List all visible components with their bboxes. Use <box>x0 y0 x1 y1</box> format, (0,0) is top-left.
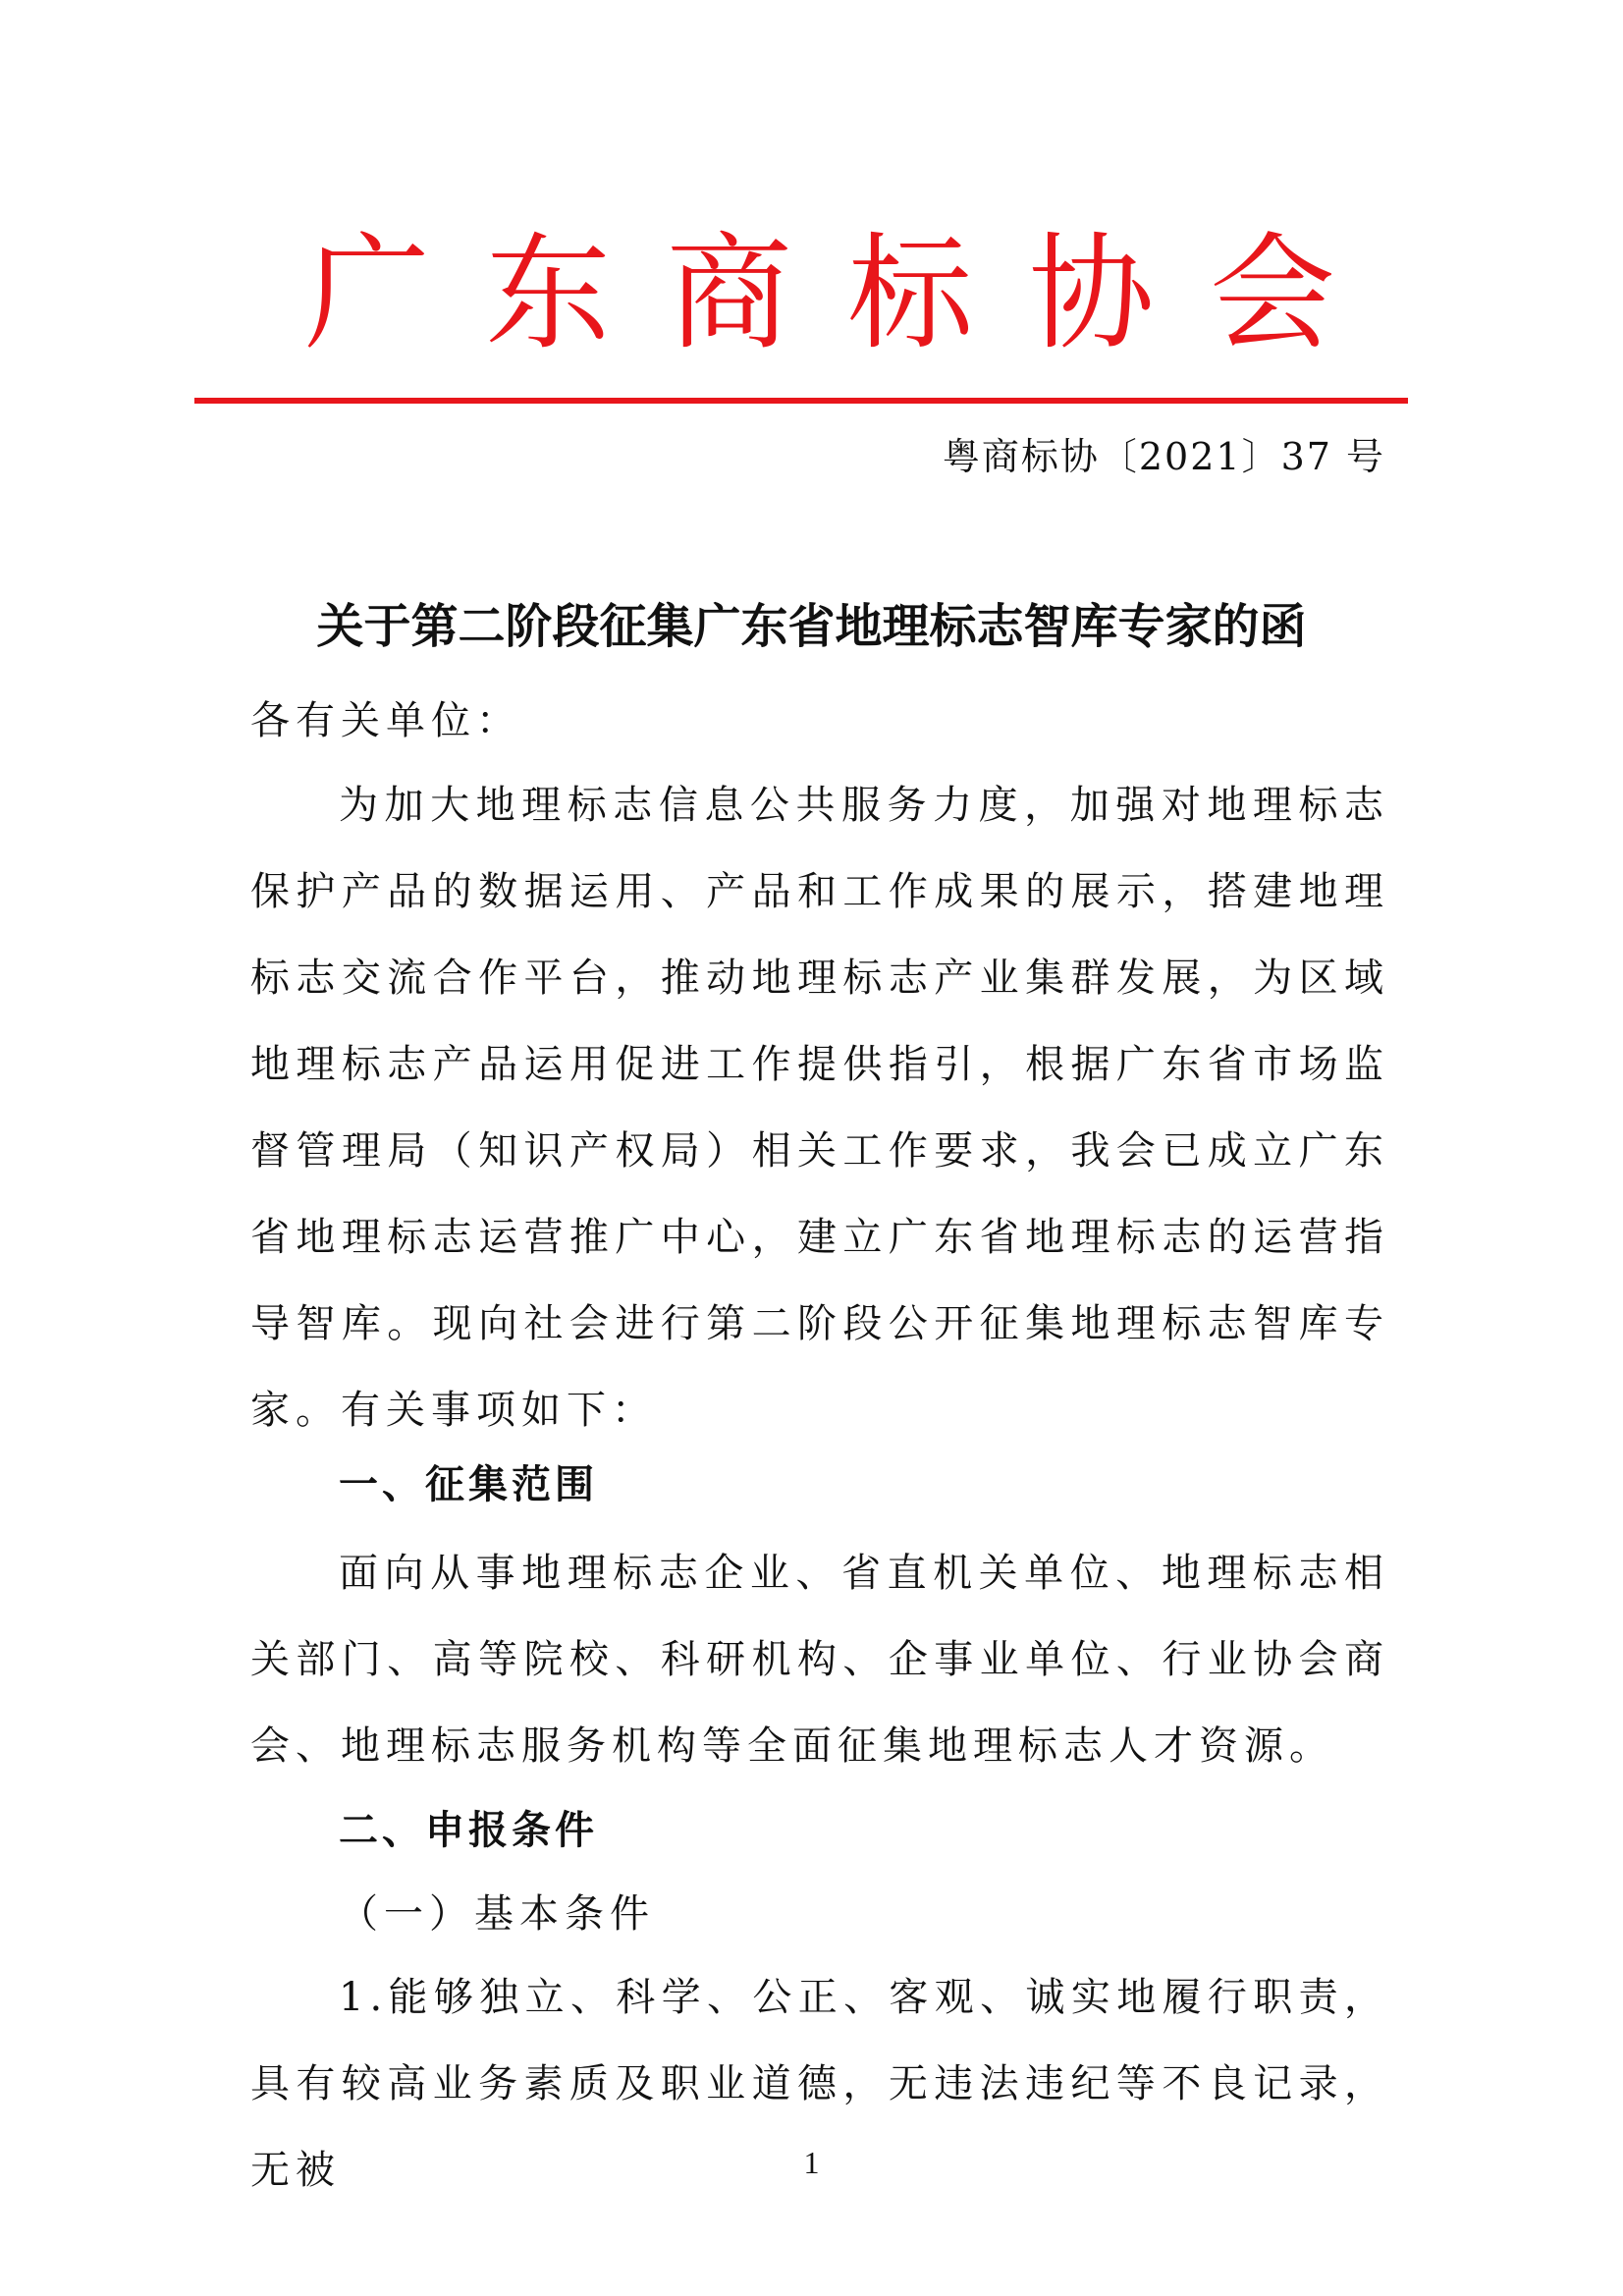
red-divider-rule <box>194 398 1408 404</box>
letterhead-char: 广 <box>304 221 431 367</box>
section-heading-conditions: 二、申报条件 <box>339 1808 598 1853</box>
document-number: 粤商标协〔2021〕37 号 <box>942 435 1385 478</box>
letterhead-char: 会 <box>1209 221 1335 367</box>
letterhead-char: 协 <box>1028 221 1155 367</box>
subheading-basic-conditions: （一）基本条件 <box>339 1891 655 1937</box>
salutation: 各有关单位： <box>250 698 521 743</box>
letterhead-char: 标 <box>847 221 974 367</box>
page-number: 1 <box>803 2145 820 2180</box>
letterhead-char: 东 <box>485 221 612 367</box>
document-title: 关于第二阶段征集广东省地理标志智库专家的函 <box>316 599 1307 654</box>
intro-paragraph: 为加大地理标志信息公共服务力度，加强对地理标志保护产品的数据运用、产品和工作成果的展示，搭建地理标志交流合作平台，推动地理标志产业集群发展，为区域地理标志产品运用促进工作提供指引，根据广东省市场监督管理局（知识产权局）相关工作要求，我会已成立广东省地理标志运营推广中心，建立广东省地理标志的运营指导智库。现向社会进行第二阶段公开征集地理标志智库专家。有关事项如下： <box>250 783 1389 1433</box>
scope-paragraph: 面向从事地理标志企业、省直机关单位、地理标志相关部门、高等院校、科研机构、企事业单位、行业协会商会、地理标志服务机构等全面征集地理标志人才资源。 <box>250 1551 1389 1769</box>
condition-paragraph: 1.能够独立、科学、公正、客观、诚实地履行职责，具有较高业务素质及职业道德，无违法违纪等不良记录，无被 <box>250 1975 1389 2193</box>
organization-letterhead <box>304 221 1335 368</box>
letterhead-char: 商 <box>666 221 792 367</box>
section-heading-scope: 一、征集范围 <box>339 1462 598 1507</box>
